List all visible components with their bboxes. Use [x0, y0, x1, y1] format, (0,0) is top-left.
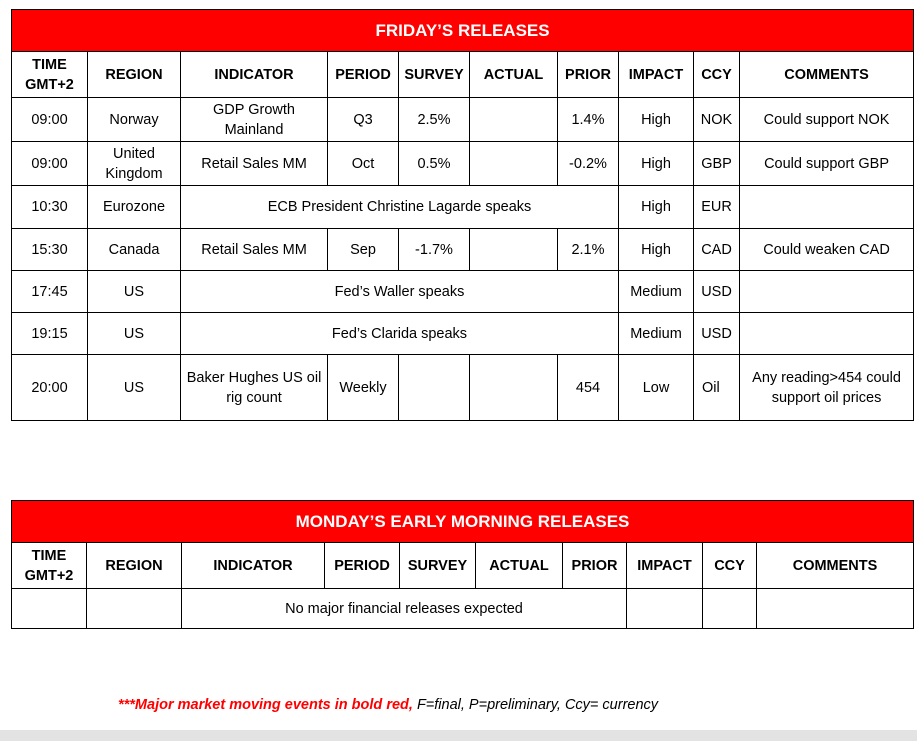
ccy-header: CCY: [694, 52, 740, 98]
header-row: [12, 543, 914, 589]
ccy-header: CCY: [703, 543, 757, 589]
ccy-cell: [703, 589, 757, 629]
comments-cell: [757, 589, 914, 629]
prior-cell: 2.1%: [558, 229, 619, 271]
region-cell: [87, 589, 182, 629]
time-cell: [12, 589, 87, 629]
comments-cell: [740, 186, 914, 229]
actual-cell: [470, 229, 558, 271]
table-row: [12, 589, 914, 629]
impact-cell: High: [619, 142, 694, 186]
period-header: PERIOD: [325, 543, 400, 589]
comments-cell: [740, 313, 914, 355]
time-cell: 09:00: [12, 98, 88, 142]
comments-cell: Could support NOK: [740, 98, 914, 142]
table-row: [12, 142, 914, 186]
comments-header: COMMENTS: [757, 543, 914, 589]
region-header: REGION: [88, 52, 181, 98]
table-row: [12, 271, 914, 313]
period-cell: Sep: [328, 229, 399, 271]
header-row: [12, 52, 914, 98]
region-cell: Norway: [88, 98, 181, 142]
impact-cell: Medium: [619, 313, 694, 355]
region-cell: US: [88, 313, 181, 355]
legend-note: [118, 697, 818, 713]
table-row: [12, 186, 914, 229]
time-cell: 20:00: [12, 355, 88, 421]
time-cell: 17:45: [12, 271, 88, 313]
actual-cell: [470, 142, 558, 186]
impact-cell: Low: [619, 355, 694, 421]
table-row: [12, 355, 914, 421]
indicator-cell: Baker Hughes US oil rig count: [181, 355, 328, 421]
region-cell: Eurozone: [88, 186, 181, 229]
indicator-cell: Retail Sales MM: [181, 229, 328, 271]
time-cell: 19:15: [12, 313, 88, 355]
region-cell: United Kingdom: [88, 142, 181, 186]
time-cell: 10:30: [12, 186, 88, 229]
actual-header: ACTUAL: [476, 543, 563, 589]
impact-cell: High: [619, 98, 694, 142]
table-row: [12, 98, 914, 142]
prior-header: PRIOR: [563, 543, 627, 589]
impact-cell: High: [619, 186, 694, 229]
survey-cell: -1.7%: [399, 229, 470, 271]
survey-header: SURVEY: [400, 543, 476, 589]
comments-cell: Any reading>454 could support oil prices: [740, 355, 914, 421]
actual-cell: [470, 355, 558, 421]
period-cell: Weekly: [328, 355, 399, 421]
actual-cell: [470, 98, 558, 142]
comments-cell: [740, 271, 914, 313]
prior-cell: 1.4%: [558, 98, 619, 142]
ccy-cell: NOK: [694, 98, 740, 142]
indicator-cell: GDP Growth Mainland: [181, 98, 328, 142]
region-header: REGION: [87, 543, 182, 589]
legend-rest: F=final, P=preliminary, Ccy= currency: [412, 697, 659, 713]
indicator-cell: Retail Sales MM: [181, 142, 328, 186]
comments-cell: Could support GBP: [740, 142, 914, 186]
time-cell: 15:30: [12, 229, 88, 271]
time-cell: 09:00: [12, 142, 88, 186]
ccy-cell: Oil: [694, 355, 740, 421]
survey-cell: [399, 355, 470, 421]
friday-releases-table: [11, 9, 914, 421]
indicator-header: INDICATOR: [181, 52, 328, 98]
region-cell: US: [88, 355, 181, 421]
indicator-header: INDICATOR: [182, 543, 325, 589]
ccy-cell: CAD: [694, 229, 740, 271]
actual-header: ACTUAL: [470, 52, 558, 98]
prior-header: PRIOR: [558, 52, 619, 98]
comments-header: COMMENTS: [740, 52, 914, 98]
monday-title: MONDAY’S EARLY MORNING RELEASES: [12, 501, 914, 543]
friday-title: FRIDAY’S RELEASES: [12, 10, 914, 52]
ccy-cell: USD: [694, 313, 740, 355]
ccy-cell: EUR: [694, 186, 740, 229]
period-cell: Q3: [328, 98, 399, 142]
impact-header: IMPACT: [619, 52, 694, 98]
period-header: PERIOD: [328, 52, 399, 98]
time-header: TIME GMT+2: [12, 543, 87, 589]
region-cell: Canada: [88, 229, 181, 271]
table-row: [12, 229, 914, 271]
impact-cell: High: [619, 229, 694, 271]
event-cell: Fed’s Clarida speaks: [181, 313, 619, 355]
impact-header: IMPACT: [627, 543, 703, 589]
region-cell: US: [88, 271, 181, 313]
ccy-cell: GBP: [694, 142, 740, 186]
no-releases-message: No major financial releases expected: [182, 589, 627, 629]
bottom-scroll-bar: [0, 730, 917, 741]
ccy-cell: USD: [694, 271, 740, 313]
impact-cell: Medium: [619, 271, 694, 313]
prior-cell: -0.2%: [558, 142, 619, 186]
survey-cell: 2.5%: [399, 98, 470, 142]
impact-cell: [627, 589, 703, 629]
legend-highlight: ***Major market moving events in bold red,: [118, 697, 413, 713]
event-cell: ECB President Christine Lagarde speaks: [181, 186, 619, 229]
comments-cell: Could weaken CAD: [740, 229, 914, 271]
time-header: TIME GMT+2: [12, 52, 88, 98]
prior-cell: 454: [558, 355, 619, 421]
survey-cell: 0.5%: [399, 142, 470, 186]
event-cell: Fed’s Waller speaks: [181, 271, 619, 313]
period-cell: Oct: [328, 142, 399, 186]
survey-header: SURVEY: [399, 52, 470, 98]
monday-releases-table: [11, 500, 914, 629]
table-row: [12, 313, 914, 355]
